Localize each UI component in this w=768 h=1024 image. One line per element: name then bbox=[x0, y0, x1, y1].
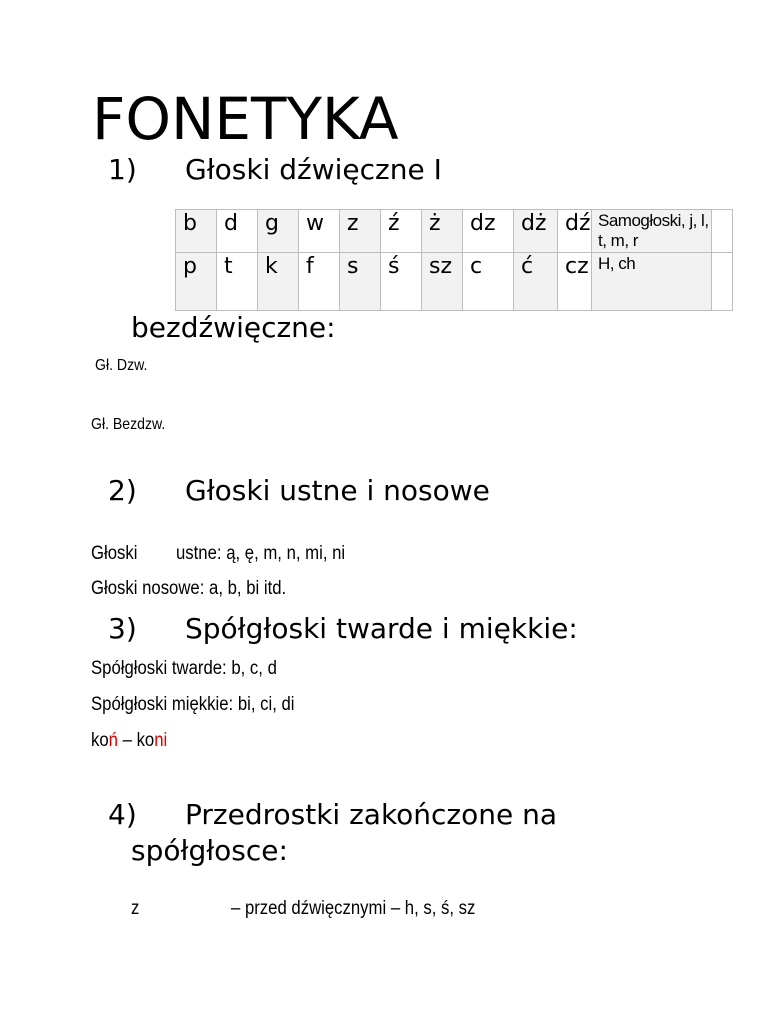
nasal-sounds-line: Głoski nosowe: a, b, bi itd. bbox=[91, 578, 287, 599]
table-cell bbox=[712, 210, 733, 253]
table-cell: f bbox=[299, 253, 340, 311]
oral-label: Głoski bbox=[91, 543, 138, 564]
page-title: FONETYKA bbox=[92, 85, 399, 153]
table-cell: dz bbox=[463, 210, 514, 253]
soft-consonants-line: Spółgłoski miękkie: bi, ci, di bbox=[91, 694, 295, 715]
section-1-continuation: bezdźwięczne: bbox=[131, 311, 336, 344]
table-cell: sz bbox=[422, 253, 463, 311]
table-cell bbox=[712, 253, 733, 311]
table-cell: cz bbox=[558, 253, 592, 311]
table-cell: g bbox=[258, 210, 299, 253]
table-cell: b bbox=[176, 210, 217, 253]
section-4-heading: Przedrostki zakończone na bbox=[185, 798, 558, 831]
section-4-number: 4) bbox=[108, 798, 137, 831]
section-4-continuation: spółgłosce: bbox=[131, 834, 288, 867]
example-word-2: ko bbox=[136, 730, 155, 751]
example-separator: – bbox=[117, 730, 137, 751]
table-cell: z bbox=[340, 210, 381, 253]
example-word-1: ko bbox=[91, 730, 109, 751]
oral-sounds-line: ustne: ą, ę, m, n, mi, ni bbox=[176, 543, 346, 564]
table-cell: t bbox=[217, 253, 258, 311]
section-2-number: 2) bbox=[108, 474, 137, 507]
prefix-rule: – przed dźwięcznymi – h, s, ś, sz bbox=[231, 898, 476, 919]
table-cell-note: Samogłoski, j, l, t, m, r bbox=[592, 210, 712, 253]
section-3-number: 3) bbox=[108, 612, 137, 645]
voiceless-row bbox=[176, 253, 733, 311]
section-2-heading: Głoski ustne i nosowe bbox=[185, 474, 490, 507]
table-cell: dź bbox=[558, 210, 592, 253]
table-cell: c bbox=[463, 253, 514, 311]
table-cell: ż bbox=[422, 210, 463, 253]
example-line bbox=[91, 729, 167, 753]
table-cell: ź bbox=[381, 210, 422, 253]
table-cell: ć bbox=[514, 253, 558, 311]
table-cell: dż bbox=[514, 210, 558, 253]
table-cell-note: H, ch bbox=[592, 253, 712, 311]
table-cell: d bbox=[217, 210, 258, 253]
section-1-heading: Głoski dźwięczne I bbox=[185, 153, 442, 186]
consonant-table bbox=[175, 209, 733, 311]
table-cell: k bbox=[258, 253, 299, 311]
table-cell: s bbox=[340, 253, 381, 311]
prefix-letter: z bbox=[131, 898, 140, 919]
example-highlight-1: ń bbox=[108, 730, 118, 751]
table-cell: w bbox=[299, 210, 340, 253]
voiced-label: Gł. Dzw. bbox=[95, 357, 148, 374]
voiceless-label: Gł. Bezdzw. bbox=[91, 416, 166, 433]
voiced-row bbox=[176, 210, 733, 253]
hard-consonants-line: Spółgłoski twarde: b, c, d bbox=[91, 658, 277, 679]
table-cell: p bbox=[176, 253, 217, 311]
example-highlight-2: ni bbox=[154, 730, 168, 751]
section-1-number: 1) bbox=[108, 153, 137, 186]
section-3-heading: Spółgłoski twarde i miękkie: bbox=[185, 612, 578, 645]
table-cell: ś bbox=[381, 253, 422, 311]
